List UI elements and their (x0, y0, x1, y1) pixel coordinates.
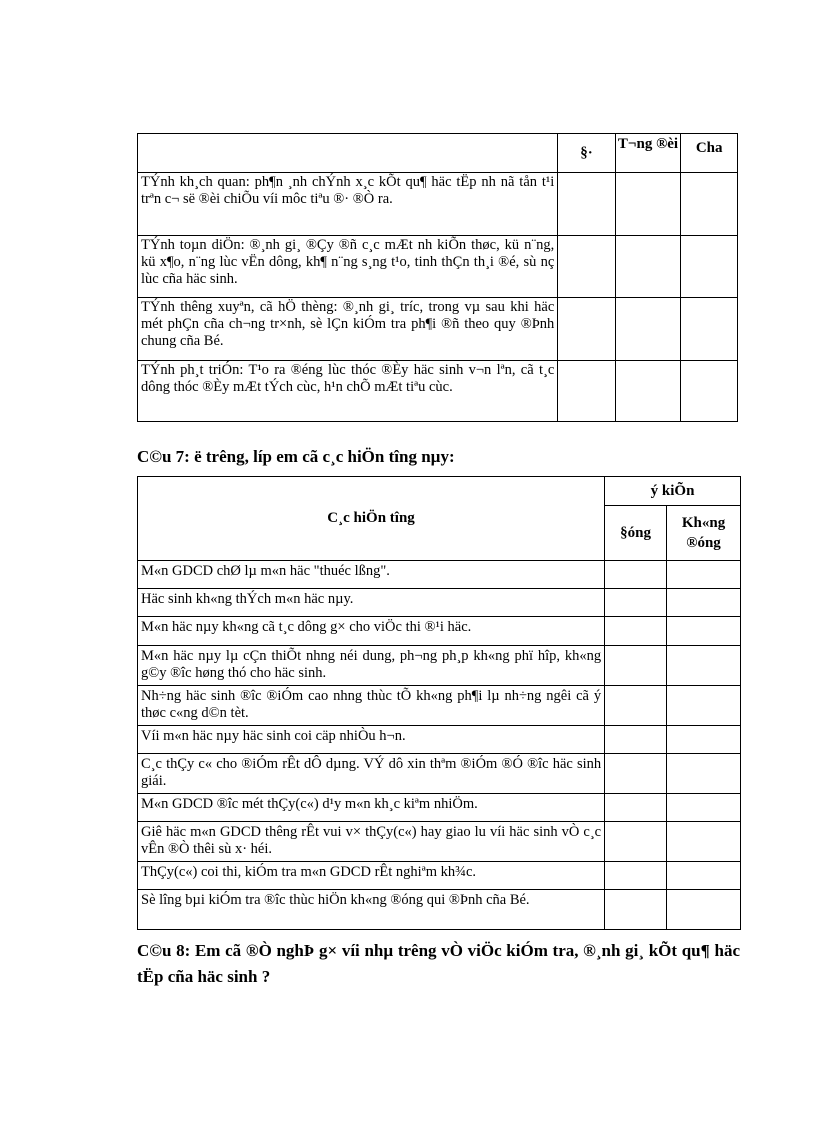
phenomena-header-opinion: ý kiÕn (605, 477, 741, 506)
phenomena-cell-agree[interactable] (605, 822, 667, 862)
phenomena-cell-agree[interactable] (605, 589, 667, 617)
criteria-row (138, 298, 738, 361)
criteria-cell-relative[interactable] (615, 236, 681, 298)
phenomena-cell-disagree[interactable] (667, 726, 741, 754)
phenomena-row (138, 754, 741, 794)
phenomena-cell-disagree[interactable] (667, 686, 741, 726)
phenomena-cell-agree[interactable] (605, 617, 667, 646)
phenomena-text: M«n GDCD chØ lµ m«n häc "thuéc lßng". (138, 561, 605, 589)
phenomena-cell-agree[interactable] (605, 794, 667, 822)
phenomena-cell-disagree[interactable] (667, 589, 741, 617)
phenomena-cell-agree[interactable] (605, 726, 667, 754)
phenomena-cell-disagree[interactable] (667, 561, 741, 589)
criteria-cell-not-yet[interactable] (681, 236, 738, 298)
phenomena-text: M«n häc nµy lµ cÇn thiÕt nhng néi dung, ph¬ng ph¸p kh«ng phï hîp, kh«ng g©y ®îc høng thó cho häc sinh. (138, 646, 605, 686)
criteria-text: TÝnh kh¸ch quan: ph¶n ¸nh chÝnh x¸c kÕt qu¶ häc tËp nh nã tån t¹i trªn c¬ së ®èi chiÕu víi môc tiªu ®· ®Ò ra. (138, 173, 558, 236)
phenomena-row (138, 686, 741, 726)
criteria-header-blank (138, 134, 558, 173)
phenomena-text: M«n häc nµy kh«ng cã t¸c dông g× cho viÖc thi ®¹i häc. (138, 617, 605, 646)
phenomena-row (138, 561, 741, 589)
phenomena-text: Sè lîng bµi kiÓm tra ®îc thùc hiÖn kh«ng ®óng qui ®Þnh cña Bé. (138, 890, 605, 930)
criteria-cell-not-yet[interactable] (681, 298, 738, 361)
phenomena-cell-agree[interactable] (605, 561, 667, 589)
criteria-table (137, 133, 738, 422)
criteria-header-relative: T¬ng ®èi (615, 134, 681, 173)
phenomena-cell-disagree[interactable] (667, 890, 741, 930)
question-7-title: C©u 7: ë trêng, líp em cã c¸c hiÖn tîng nµy: (137, 447, 455, 466)
phenomena-cell-disagree[interactable] (667, 862, 741, 890)
criteria-row (138, 173, 738, 236)
phenomena-text: Giê häc m«n GDCD thêng rÊt vui v× thÇy(c«) hay giao lu víi häc sinh vÒ c¸c vÊn ®Ò thêi sù x· héi. (138, 822, 605, 862)
criteria-cell-agree[interactable] (558, 236, 615, 298)
phenomena-text: Nh÷ng häc sinh ®îc ®iÓm cao nhng thùc tÕ kh«ng ph¶i lµ nh÷ng ngêi cã ý thøc c«ng d©n tèt. (138, 686, 605, 726)
criteria-cell-not-yet[interactable] (681, 173, 738, 236)
phenomena-cell-disagree[interactable] (667, 617, 741, 646)
phenomena-cell-disagree[interactable] (667, 754, 741, 794)
criteria-cell-agree[interactable] (558, 298, 615, 361)
criteria-cell-relative[interactable] (615, 298, 681, 361)
phenomena-header-disagree: Kh«ng ®óng (667, 506, 741, 561)
criteria-text: TÝnh toµn diÖn: ®¸nh gi¸ ®Çy ®ñ c¸c mÆt nh kiÕn thøc, kü n¨ng, kü x¶o, n¨ng lùc vËn dông, kh¶ n¨ng s¸ng t¹o, tinh thÇn th¸i ®é, sù nç lùc cña häc sinh. (138, 236, 558, 298)
phenomena-cell-disagree[interactable] (667, 822, 741, 862)
criteria-text: TÝnh thêng xuyªn, cã hÖ thèng: ®¸nh gi¸ tríc, trong vµ sau khi häc mét phÇn cña ch¬ng tr×nh, sè lÇn kiÓm tra ph¶i ®ñ theo quy ®Þnh chung cña Bé. (138, 298, 558, 361)
criteria-row (138, 361, 738, 422)
phenomena-row (138, 862, 741, 890)
phenomena-row (138, 646, 741, 686)
criteria-cell-not-yet[interactable] (681, 361, 738, 422)
phenomena-table (137, 476, 741, 930)
phenomena-row (138, 822, 741, 862)
phenomena-header-agree: §óng (605, 506, 667, 561)
phenomena-text: Häc sinh kh«ng thÝch m«n häc nµy. (138, 589, 605, 617)
phenomena-cell-agree[interactable] (605, 646, 667, 686)
phenomena-text: Víi m«n häc nµy häc sinh coi cäp nhiÒu h¬n. (138, 726, 605, 754)
phenomena-row (138, 890, 741, 930)
phenomena-row (138, 617, 741, 646)
criteria-cell-agree[interactable] (558, 173, 615, 236)
phenomena-text: ThÇy(c«) coi thi, kiÓm tra m«n GDCD rÊt nghiªm kh¾c. (138, 862, 605, 890)
criteria-text: TÝnh ph¸t triÓn: T¹o ra ®éng lùc thóc ®Èy häc sinh v¬n lªn, cã t¸c dông thóc ®Èy mÆt tÝch cùc, h¹n chÕ mÆt tiªu cùc. (138, 361, 558, 422)
criteria-header-agree: §· (558, 134, 615, 173)
phenomena-row (138, 794, 741, 822)
phenomena-text: M«n GDCD ®îc mét thÇy(c«) d¹y m«n kh¸c kiªm nhiÖm. (138, 794, 605, 822)
criteria-header-not-yet: Cha (681, 134, 738, 173)
phenomena-cell-agree[interactable] (605, 890, 667, 930)
phenomena-row (138, 726, 741, 754)
phenomena-header-row (138, 477, 741, 506)
phenomena-cell-agree[interactable] (605, 754, 667, 794)
question-8-title: C©u 8: Em cã ®Ò nghÞ g× víi nhµ trêng vÒ viÖc kiÓm tra, ®¸nh gi¸ kÕt qu¶ häc tËp cña häc sinh ? (137, 941, 740, 986)
phenomena-cell-disagree[interactable] (667, 646, 741, 686)
phenomena-header-main: C¸c hiÖn tîng (138, 477, 605, 561)
criteria-cell-agree[interactable] (558, 361, 615, 422)
criteria-row (138, 236, 738, 298)
criteria-cell-relative[interactable] (615, 361, 681, 422)
phenomena-cell-agree[interactable] (605, 862, 667, 890)
phenomena-row (138, 589, 741, 617)
phenomena-text: C¸c thÇy c« cho ®iÓm rÊt dÔ dµng. VÝ dô xin thªm ®iÓm ®Ó ®îc häc sinh giái. (138, 754, 605, 794)
criteria-header-row (138, 134, 738, 173)
criteria-cell-relative[interactable] (615, 173, 681, 236)
phenomena-cell-agree[interactable] (605, 686, 667, 726)
phenomena-cell-disagree[interactable] (667, 794, 741, 822)
